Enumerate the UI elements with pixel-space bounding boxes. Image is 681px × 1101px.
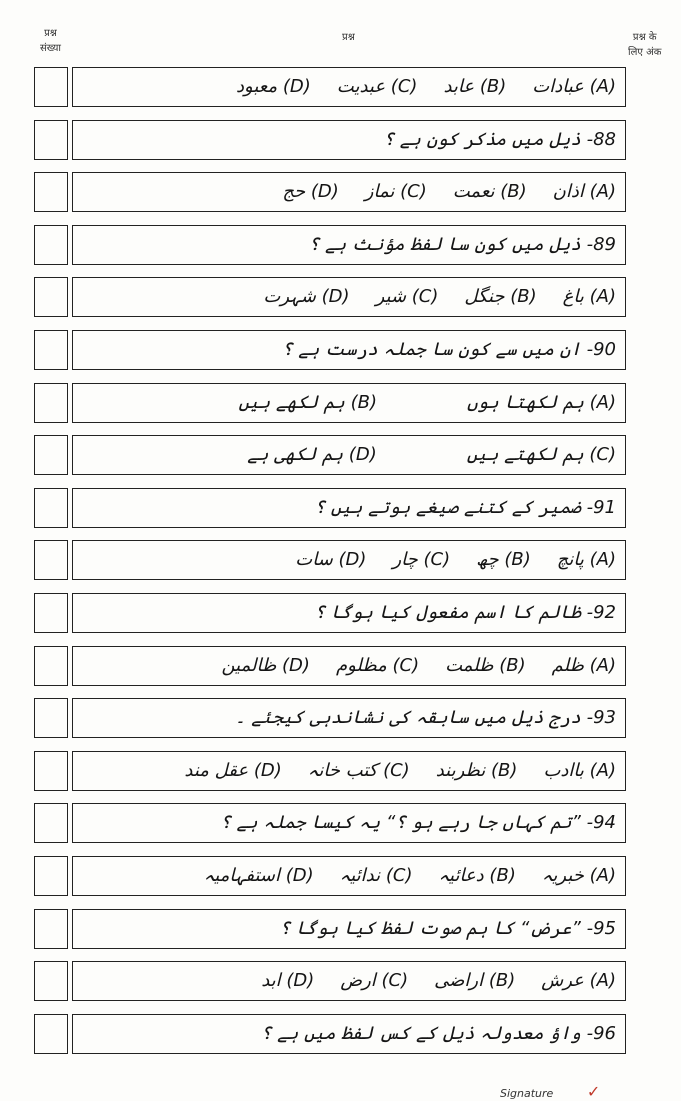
option-text: (D) معبود [236, 76, 311, 97]
question-text: 92- ظالم کا اسم مفعول کیا ہوگا ؟ [314, 602, 616, 623]
option-text: (A) ظلم [551, 654, 616, 676]
option-text: (B) نظربند [435, 759, 518, 781]
question-number-box [34, 961, 68, 1001]
check-mark-icon: ✓ [586, 1082, 601, 1101]
question-number-box [34, 277, 68, 317]
option-text: (A) پانچ [556, 549, 616, 571]
question-number-box [34, 67, 68, 107]
option-text: (C) ارض [340, 970, 409, 992]
option-text: (C) نماز [364, 181, 427, 203]
option-text: (B) ہم لکھے ہیں [238, 391, 377, 413]
option-text: (C) مظلوم [335, 654, 420, 676]
sheet-row [34, 856, 626, 898]
sheet-row [34, 593, 626, 635]
question-number-box [34, 593, 68, 633]
header-question-number-label [40, 26, 61, 56]
options-line [82, 755, 616, 787]
options-line [82, 544, 616, 576]
question-number-box [34, 330, 68, 370]
question-number-box [34, 383, 68, 423]
option-text: (A) باادب [543, 759, 616, 781]
option-text: (D) ہم لکھی ہے [247, 444, 377, 466]
options-line [82, 176, 616, 208]
option-text: (A) ہم لکھتا ہوں [466, 391, 616, 413]
question-text: 90- ان میں سے کون سا جملہ درست ہے ؟ [281, 339, 616, 360]
option-text: (D) ظالمین [221, 654, 310, 676]
question-text: 95- ”عرض“ کا ہم صوت لفظ کیا ہوگا ؟ [279, 917, 616, 939]
question-text: 91- ضمیر کے کتنے صیغے ہوتے ہیں ؟ [314, 496, 616, 518]
options-line [82, 439, 616, 471]
question-text: 93- درج ذیل میں سابقہ کی نشاندہی کیجئے ۔ [234, 707, 616, 729]
option-text: (B) عابد [443, 76, 507, 97]
options-line [82, 281, 616, 313]
sheet-row [34, 330, 626, 372]
signature-area [500, 1082, 600, 1101]
option-text: (D) استفہامیہ [203, 865, 314, 886]
option-text: (B) اراضی [434, 970, 516, 992]
question-number-box [34, 909, 68, 949]
option-text: (B) ظلمت [445, 654, 526, 676]
sheet-row [34, 909, 626, 951]
header-question-label [342, 30, 355, 45]
option-text: (A) اذان [552, 181, 616, 203]
question-number-box [34, 646, 68, 686]
question-text: 96- واؤ معدولہ ذیل کے کس لفظ میں ہے ؟ [260, 1022, 616, 1044]
question-number-box [34, 698, 68, 738]
question-text: 88- ذیل میں مذکر کون ہے ؟ [383, 128, 616, 150]
sheet-row [34, 383, 626, 425]
option-text: (B) نعمت [452, 181, 527, 203]
option-text: (C) ہم لکھتے ہیں [466, 444, 616, 466]
question-number-box [34, 435, 68, 475]
option-text: (A) عبادات [532, 76, 616, 97]
option-text: (A) عرش [541, 970, 616, 992]
option-text: (D) عقل مند [184, 759, 282, 781]
question-number-box [34, 172, 68, 212]
question-text: 89- ذیل میں کون سا لفظ مؤنث ہے ؟ [308, 233, 616, 255]
option-text: (C) کتب خانہ [307, 759, 410, 781]
option-text: (D) سات [295, 549, 367, 571]
option-text: (D) ابد [261, 970, 315, 992]
options-line [82, 965, 616, 997]
option-text: (A) باغ [562, 286, 616, 308]
sheet-row [34, 435, 626, 477]
option-text: (D) حج [282, 181, 339, 203]
sheet-row [34, 225, 626, 267]
sheet-row [34, 961, 626, 1003]
question-number-box [34, 225, 68, 265]
question-number-box [34, 488, 68, 528]
sheet-row [34, 540, 626, 582]
options-line [82, 860, 616, 892]
signature-text: Signature [500, 1087, 554, 1100]
option-text: (C) ندائیہ [339, 865, 413, 886]
sheet-row [34, 488, 626, 530]
question-number-box [34, 856, 68, 896]
sheet-row [34, 646, 626, 688]
header-marks-label [628, 30, 661, 60]
options-line [82, 387, 616, 419]
option-text: (B) چھ [476, 549, 531, 571]
header-right-line1: प्रश्न के [632, 32, 657, 43]
sheet-row [34, 172, 626, 214]
option-text: (A) خبریہ [541, 865, 616, 886]
option-text: (B) جنگل [464, 286, 537, 308]
option-text: (C) چار [392, 549, 451, 571]
header-left-line2: संख्या [40, 43, 61, 54]
option-text: (D) شہرت [263, 286, 350, 308]
option-text: (C) شیر [375, 286, 439, 308]
options-line [82, 650, 616, 682]
question-number-box [34, 540, 68, 580]
question-number-box [34, 803, 68, 843]
sheet-row [34, 67, 626, 109]
options-line [82, 71, 616, 103]
sheet-row [34, 698, 626, 740]
sheet-row [34, 277, 626, 319]
header-middle: प्रश्न [342, 32, 355, 43]
question-number-box [34, 120, 68, 160]
option-text: (B) دعائیہ [438, 865, 516, 886]
sheet-row [34, 1014, 626, 1056]
sheet-row [34, 751, 626, 793]
header-left-line1: प्रश्न [44, 28, 57, 39]
sheet-row [34, 803, 626, 845]
header-right-line2: लिए अंक [628, 47, 662, 58]
question-number-box [34, 1014, 68, 1054]
sheet-row [34, 120, 626, 162]
option-text: (C) عبدیت [336, 76, 418, 97]
question-text: 94- ”تم کہاں جا رہے ہو ؟“ یہ کیسا جملہ ہے ؟ [220, 812, 616, 834]
question-number-box [34, 751, 68, 791]
